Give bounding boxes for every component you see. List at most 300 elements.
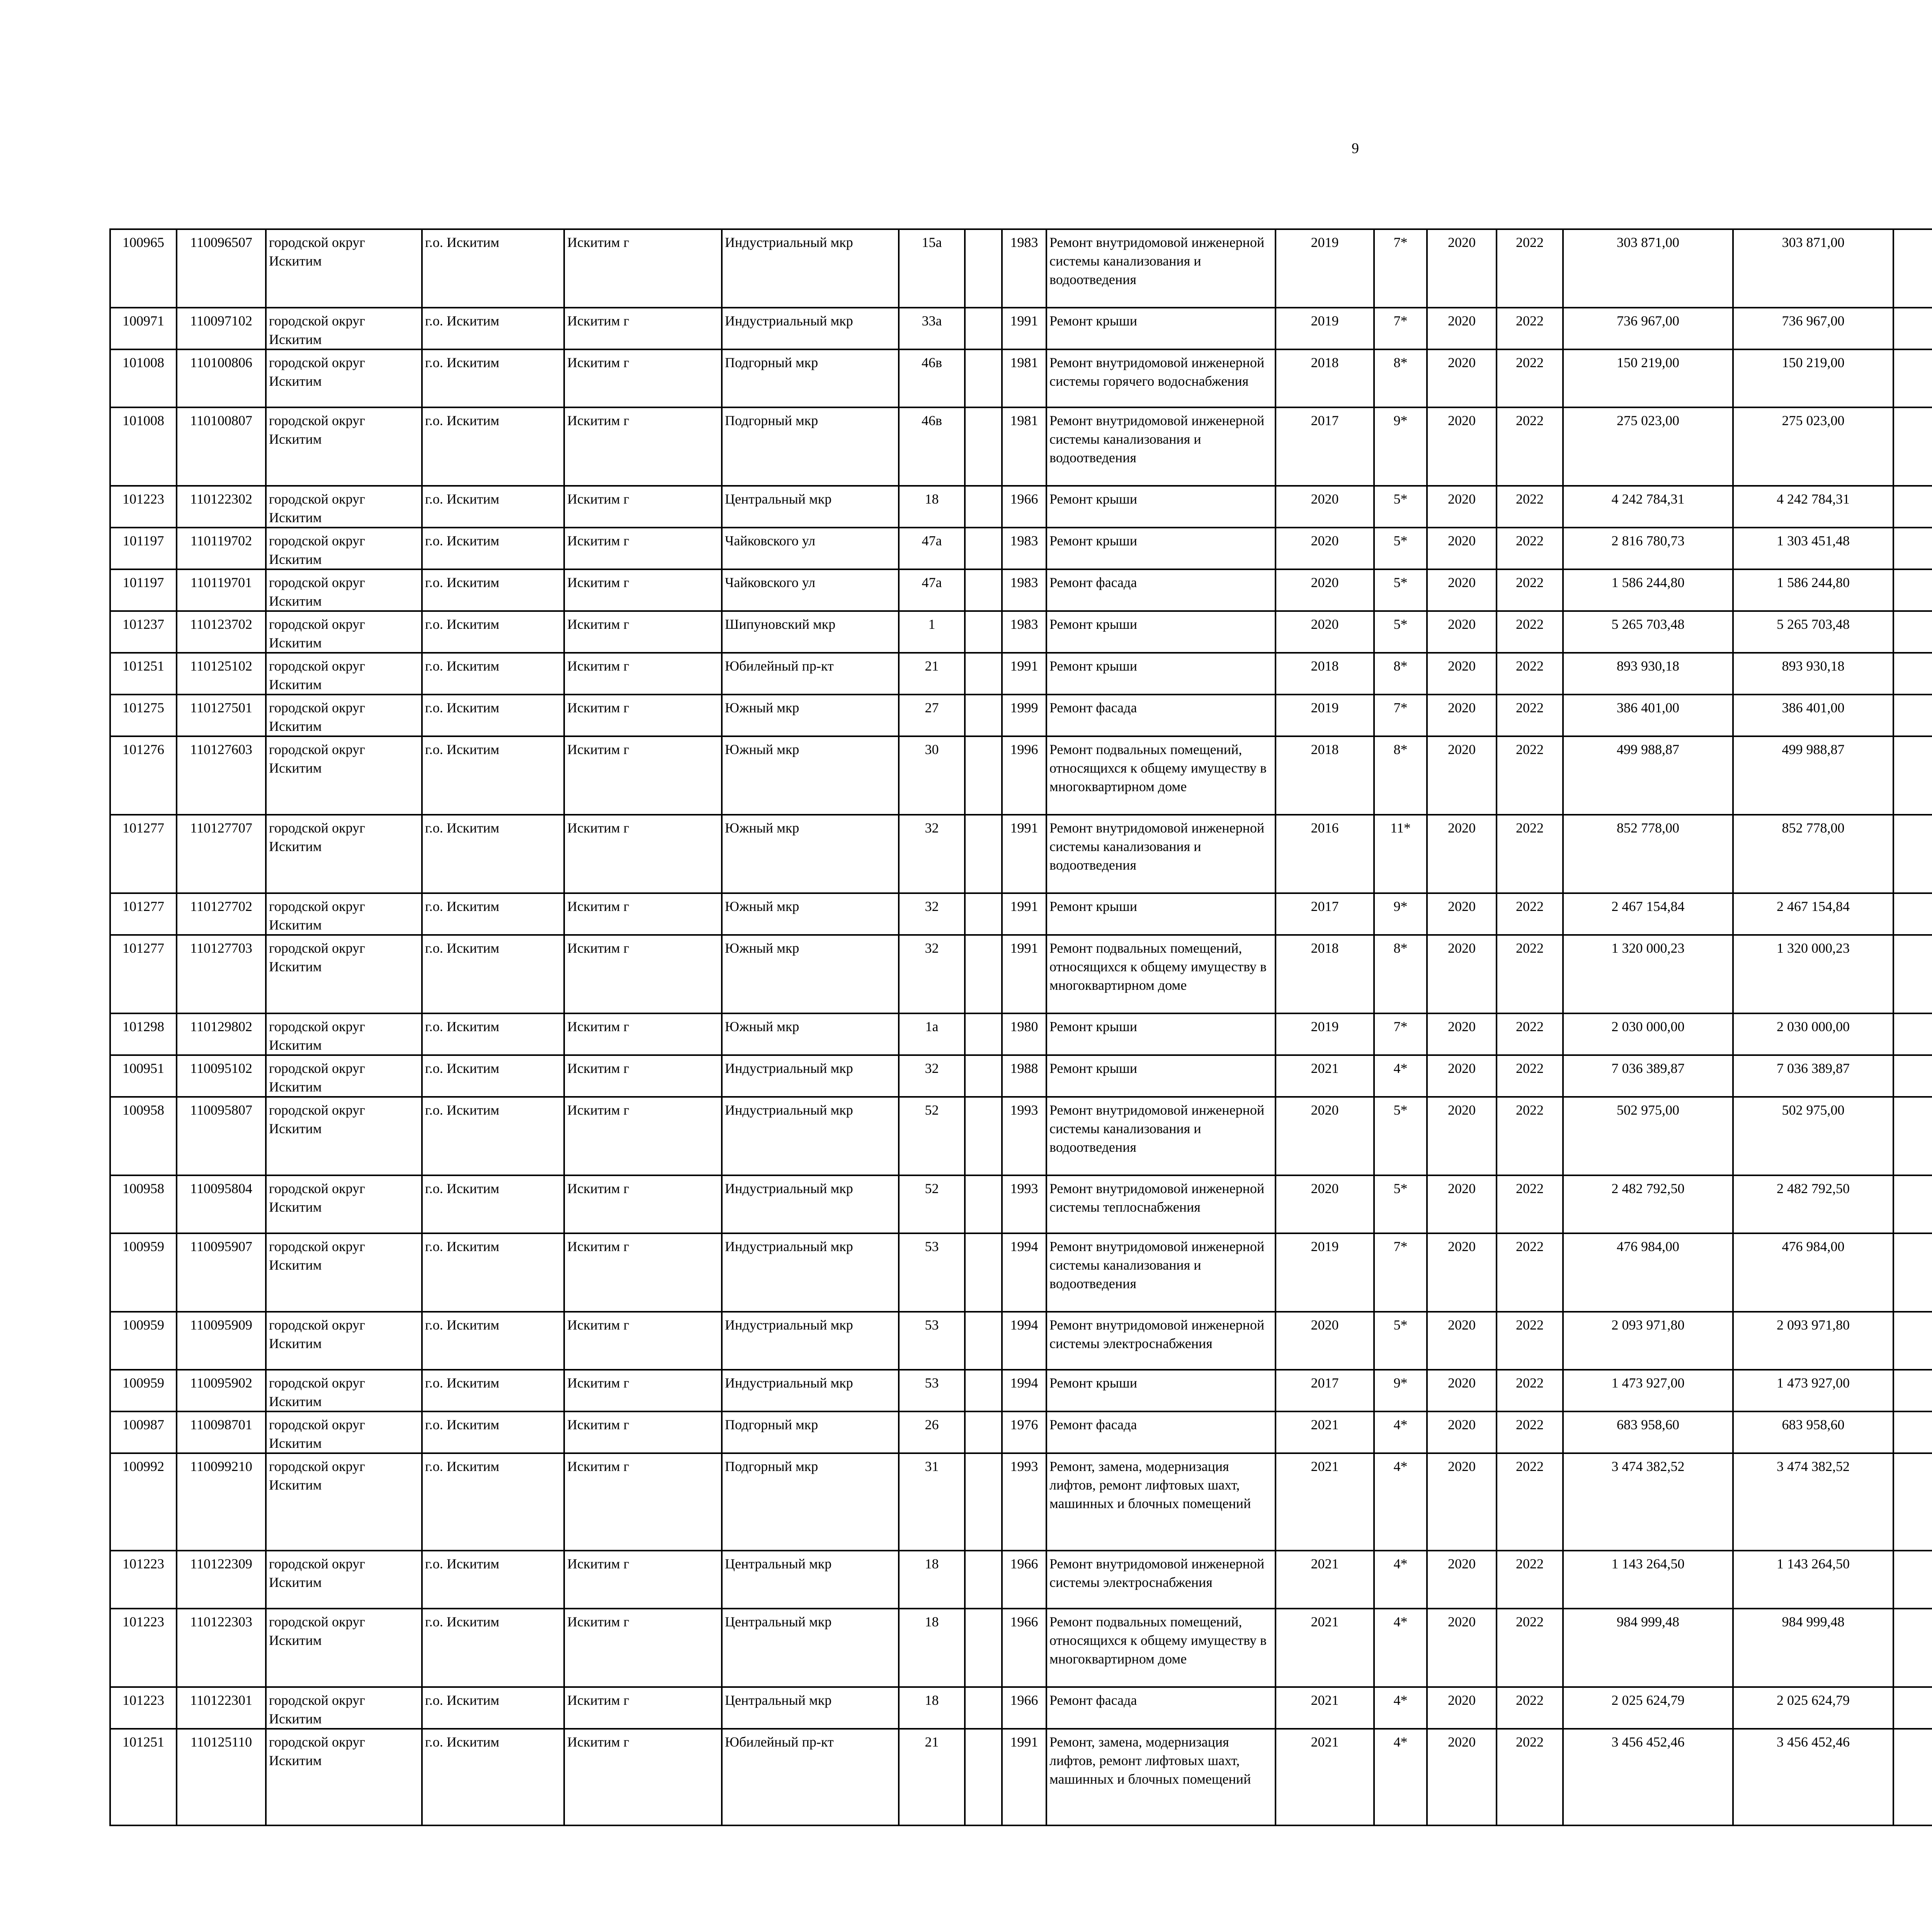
cell-total-cost: 5 265 703,48 [1563,611,1733,653]
cell-plan-year: 2019 [1276,229,1374,308]
cell-note: 4* [1374,1687,1427,1729]
cell-locality: Искитим г [564,1312,722,1370]
cell-cost-owners: 893 930,18 [1733,653,1893,695]
cell-record-id: 101277 [110,893,177,935]
cell-plan-year: 2021 [1276,1729,1374,1825]
table-row [110,569,1932,611]
cell-locality: Искитим г [564,736,722,815]
cell-work-code: 110100806 [177,349,266,407]
cell-work-code: 110119702 [177,528,266,569]
cell-extra [965,1729,1002,1825]
cell-house-number: 15а [899,229,965,308]
cell-period-start: 2020 [1427,1609,1497,1687]
cell-plan-year: 2017 [1276,893,1374,935]
cell-total-cost: 4 242 784,31 [1563,486,1733,528]
cell-settlement-short: г.о. Искитим [422,1453,564,1551]
cell-work-code: 110122309 [177,1551,266,1609]
cell-total-cost: 736 967,00 [1563,308,1733,349]
cell-extra [965,1013,1002,1055]
cell-note: 4* [1374,1411,1427,1453]
cell-plan-year: 2021 [1276,1551,1374,1609]
cell-work-code: 110129802 [177,1013,266,1055]
cell-extra [965,1312,1002,1370]
cell-locality: Искитим г [564,1097,722,1175]
cell-locality: Искитим г [564,1370,722,1411]
table-row [110,1687,1932,1729]
cell-cost-federal [1893,1097,1932,1175]
cell-street: Чайковского ул [722,528,899,569]
cell-municipality: городской округ Искитим [266,407,422,486]
table-row [110,1729,1932,1825]
cell-record-id: 101277 [110,935,177,1013]
cell-total-cost: 275 023,00 [1563,407,1733,486]
cell-period-end: 2022 [1497,486,1563,528]
cell-period-start: 2020 [1427,1097,1497,1175]
cell-municipality: городской округ Искитим [266,1055,422,1097]
table-row [110,528,1932,569]
cell-street: Индустриальный мкр [722,1055,899,1097]
cell-work-code: 110127702 [177,893,266,935]
cell-period-start: 2020 [1427,1175,1497,1233]
register-table-body [110,229,1932,1825]
cell-period-end: 2022 [1497,1687,1563,1729]
cell-build-year: 1993 [1002,1453,1046,1551]
cell-extra [965,1453,1002,1551]
cell-record-id: 101008 [110,407,177,486]
cell-house-number: 52 [899,1097,965,1175]
cell-house-number: 53 [899,1312,965,1370]
cell-municipality: городской округ Искитим [266,349,422,407]
cell-record-id: 100971 [110,308,177,349]
cell-locality: Искитим г [564,569,722,611]
cell-cost-owners: 2 093 971,80 [1733,1312,1893,1370]
cell-build-year: 1981 [1002,349,1046,407]
cell-settlement-short: г.о. Искитим [422,893,564,935]
cell-total-cost: 386 401,00 [1563,695,1733,736]
cell-record-id: 100959 [110,1370,177,1411]
cell-locality: Искитим г [564,229,722,308]
cell-work-type: Ремонт крыши [1046,1370,1276,1411]
cell-period-start: 2020 [1427,407,1497,486]
cell-extra [965,528,1002,569]
cell-extra [965,1370,1002,1411]
cell-work-type: Ремонт внутридомовой инженерной системы горячего водоснабжения [1046,349,1276,407]
table-row [110,695,1932,736]
cell-period-start: 2020 [1427,653,1497,695]
cell-house-number: 46в [899,349,965,407]
cell-locality: Искитим г [564,935,722,1013]
cell-period-end: 2022 [1497,349,1563,407]
cell-street: Индустриальный мкр [722,229,899,308]
cell-street: Индустриальный мкр [722,1233,899,1312]
cell-locality: Искитим г [564,1233,722,1312]
cell-extra [965,1687,1002,1729]
cell-record-id: 101277 [110,815,177,893]
cell-note: 4* [1374,1453,1427,1551]
cell-build-year: 1994 [1002,1370,1046,1411]
cell-build-year: 1976 [1002,1411,1046,1453]
cell-cost-owners: 1 473 927,00 [1733,1370,1893,1411]
cell-period-start: 2020 [1427,736,1497,815]
cell-cost-owners: 1 303 451,48 [1733,528,1893,569]
cell-plan-year: 2019 [1276,1013,1374,1055]
cell-record-id: 101275 [110,695,177,736]
cell-locality: Искитим г [564,611,722,653]
cell-build-year: 1993 [1002,1175,1046,1233]
cell-settlement-short: г.о. Искитим [422,1055,564,1097]
cell-municipality: городской округ Искитим [266,611,422,653]
cell-note: 7* [1374,229,1427,308]
cell-period-start: 2020 [1427,486,1497,528]
table-row [110,653,1932,695]
cell-period-start: 2020 [1427,1453,1497,1551]
cell-settlement-short: г.о. Искитим [422,1312,564,1370]
cell-plan-year: 2020 [1276,486,1374,528]
table-row [110,893,1932,935]
cell-house-number: 32 [899,1055,965,1097]
cell-municipality: городской округ Искитим [266,736,422,815]
cell-total-cost: 852 778,00 [1563,815,1733,893]
cell-house-number: 53 [899,1233,965,1312]
cell-plan-year: 2019 [1276,308,1374,349]
cell-record-id: 100959 [110,1312,177,1370]
cell-record-id: 101276 [110,736,177,815]
cell-plan-year: 2018 [1276,653,1374,695]
cell-street: Подгорный мкр [722,407,899,486]
table-row [110,1551,1932,1609]
cell-cost-federal [1893,407,1932,486]
cell-work-type: Ремонт крыши [1046,653,1276,695]
cell-record-id: 100992 [110,1453,177,1551]
cell-build-year: 1966 [1002,486,1046,528]
cell-total-cost: 150 219,00 [1563,349,1733,407]
cell-period-start: 2020 [1427,935,1497,1013]
table-row [110,407,1932,486]
cell-period-end: 2022 [1497,1097,1563,1175]
cell-locality: Искитим г [564,893,722,935]
cell-build-year: 1991 [1002,653,1046,695]
cell-work-type: Ремонт подвальных помещений, относящихся к общему имуществу в многоквартирном доме [1046,736,1276,815]
cell-record-id: 100965 [110,229,177,308]
cell-plan-year: 2019 [1276,1233,1374,1312]
cell-record-id: 101223 [110,486,177,528]
cell-municipality: городской округ Искитим [266,1013,422,1055]
cell-extra [965,569,1002,611]
cell-extra [965,1233,1002,1312]
cell-extra [965,1097,1002,1175]
cell-locality: Искитим г [564,1453,722,1551]
cell-record-id: 101251 [110,1729,177,1825]
cell-street: Юбилейный пр-кт [722,653,899,695]
table-row [110,1312,1932,1370]
table-row [110,1097,1932,1175]
cell-total-cost: 1 473 927,00 [1563,1370,1733,1411]
cell-period-start: 2020 [1427,695,1497,736]
cell-record-id: 100958 [110,1097,177,1175]
cell-house-number: 33а [899,308,965,349]
cell-note: 4* [1374,1055,1427,1097]
cell-build-year: 1999 [1002,695,1046,736]
cell-house-number: 21 [899,1729,965,1825]
cell-extra [965,695,1002,736]
cell-build-year: 1983 [1002,528,1046,569]
cell-municipality: городской округ Искитим [266,695,422,736]
cell-period-end: 2022 [1497,695,1563,736]
cell-note: 9* [1374,893,1427,935]
cell-plan-year: 2020 [1276,1097,1374,1175]
cell-build-year: 1980 [1002,1013,1046,1055]
cell-extra [965,893,1002,935]
cell-work-code: 110095804 [177,1175,266,1233]
cell-period-start: 2020 [1427,1055,1497,1097]
cell-municipality: городской округ Искитим [266,1233,422,1312]
cell-build-year: 1993 [1002,1097,1046,1175]
table-row [110,349,1932,407]
cell-plan-year: 2017 [1276,1370,1374,1411]
cell-house-number: 30 [899,736,965,815]
cell-total-cost: 2 816 780,73 [1563,528,1733,569]
cell-locality: Искитим г [564,815,722,893]
cell-cost-owners: 150 219,00 [1733,349,1893,407]
cell-period-start: 2020 [1427,308,1497,349]
cell-note: 5* [1374,528,1427,569]
cell-cost-federal [1893,736,1932,815]
cell-total-cost: 1 320 000,23 [1563,935,1733,1013]
cell-street: Шипуновский мкр [722,611,899,653]
cell-period-end: 2022 [1497,1453,1563,1551]
cell-note: 11* [1374,815,1427,893]
cell-municipality: городской округ Искитим [266,229,422,308]
cell-extra [965,486,1002,528]
cell-municipality: городской округ Искитим [266,528,422,569]
cell-total-cost: 502 975,00 [1563,1097,1733,1175]
cell-cost-owners: 499 988,87 [1733,736,1893,815]
table-row [110,1233,1932,1312]
cell-record-id: 101298 [110,1013,177,1055]
cell-plan-year: 2018 [1276,349,1374,407]
cell-locality: Искитим г [564,407,722,486]
cell-build-year: 1983 [1002,229,1046,308]
cell-house-number: 46в [899,407,965,486]
cell-work-type: Ремонт внутридомовой инженерной системы канализования и водоотведения [1046,815,1276,893]
cell-work-code: 110095907 [177,1233,266,1312]
cell-cost-owners: 4 242 784,31 [1733,486,1893,528]
cell-work-code: 110127703 [177,935,266,1013]
cell-work-type: Ремонт внутридомовой инженерной системы теплоснабжения [1046,1175,1276,1233]
cell-record-id: 100958 [110,1175,177,1233]
cell-settlement-short: г.о. Искитим [422,1370,564,1411]
cell-period-start: 2020 [1427,528,1497,569]
cell-period-end: 2022 [1497,569,1563,611]
cell-house-number: 18 [899,1609,965,1687]
table-row [110,1175,1932,1233]
cell-record-id: 101197 [110,528,177,569]
cell-work-code: 110098701 [177,1411,266,1453]
cell-work-type: Ремонт подвальных помещений, относящихся к общему имуществу в многоквартирном доме [1046,935,1276,1013]
cell-period-start: 2020 [1427,611,1497,653]
cell-street: Южный мкр [722,736,899,815]
cell-work-code: 110123702 [177,611,266,653]
cell-work-type: Ремонт фасада [1046,1687,1276,1729]
cell-total-cost: 2 467 154,84 [1563,893,1733,935]
cell-period-start: 2020 [1427,349,1497,407]
cell-build-year: 1991 [1002,893,1046,935]
cell-work-type: Ремонт, замена, модернизация лифтов, ремонт лифтовых шахт, машинных и блочных помещений [1046,1729,1276,1825]
cell-street: Подгорный мкр [722,349,899,407]
cell-period-start: 2020 [1427,1013,1497,1055]
cell-record-id: 100959 [110,1233,177,1312]
cell-street: Южный мкр [722,1013,899,1055]
cell-extra [965,349,1002,407]
cell-record-id: 101197 [110,569,177,611]
cell-cost-federal [1893,1729,1932,1825]
cell-extra [965,1551,1002,1609]
cell-record-id: 101008 [110,349,177,407]
cell-build-year: 1988 [1002,1055,1046,1097]
cell-record-id: 101223 [110,1609,177,1687]
cell-work-type: Ремонт крыши [1046,528,1276,569]
table-row [110,935,1932,1013]
cell-locality: Искитим г [564,1055,722,1097]
cell-plan-year: 2017 [1276,407,1374,486]
cell-cost-federal [1893,1551,1932,1609]
cell-cost-federal [1893,1233,1932,1312]
cell-total-cost: 3 474 382,52 [1563,1453,1733,1551]
cell-settlement-short: г.о. Искитим [422,695,564,736]
cell-cost-owners: 5 265 703,48 [1733,611,1893,653]
cell-street: Южный мкр [722,935,899,1013]
cell-street: Центральный мкр [722,1551,899,1609]
cell-municipality: городской округ Искитим [266,569,422,611]
table-row [110,736,1932,815]
cell-street: Индустриальный мкр [722,1370,899,1411]
cell-plan-year: 2021 [1276,1609,1374,1687]
cell-street: Индустриальный мкр [722,308,899,349]
cell-extra [965,407,1002,486]
cell-street: Южный мкр [722,893,899,935]
cell-cost-owners: 303 871,00 [1733,229,1893,308]
cell-work-type: Ремонт фасада [1046,1411,1276,1453]
cell-cost-owners: 1 586 244,80 [1733,569,1893,611]
cell-house-number: 32 [899,893,965,935]
cell-note: 4* [1374,1609,1427,1687]
cell-street: Индустриальный мкр [722,1312,899,1370]
cell-house-number: 47а [899,528,965,569]
cell-period-start: 2020 [1427,569,1497,611]
cell-total-cost: 893 930,18 [1563,653,1733,695]
cell-municipality: городской округ Искитим [266,1551,422,1609]
cell-work-code: 110122301 [177,1687,266,1729]
cell-cost-federal [1893,815,1932,893]
cell-period-end: 2022 [1497,1175,1563,1233]
cell-period-end: 2022 [1497,407,1563,486]
cell-extra [965,1175,1002,1233]
cell-plan-year: 2018 [1276,736,1374,815]
register-table [109,228,1932,1826]
cell-work-type: Ремонт внутридомовой инженерной системы канализования и водоотведения [1046,1233,1276,1312]
cell-plan-year: 2021 [1276,1453,1374,1551]
cell-build-year: 1996 [1002,736,1046,815]
cell-street: Индустриальный мкр [722,1097,899,1175]
cell-extra [965,653,1002,695]
cell-cost-federal [1893,653,1932,695]
cell-build-year: 1983 [1002,611,1046,653]
cell-work-code: 110125110 [177,1729,266,1825]
cell-plan-year: 2021 [1276,1055,1374,1097]
cell-municipality: городской округ Искитим [266,1687,422,1729]
cell-note: 5* [1374,486,1427,528]
cell-settlement-short: г.о. Искитим [422,486,564,528]
cell-cost-owners: 2 030 000,00 [1733,1013,1893,1055]
cell-work-code: 110095807 [177,1097,266,1175]
cell-record-id: 101237 [110,611,177,653]
cell-locality: Искитим г [564,1013,722,1055]
cell-period-start: 2020 [1427,815,1497,893]
cell-house-number: 26 [899,1411,965,1453]
cell-plan-year: 2020 [1276,569,1374,611]
cell-build-year: 1991 [1002,308,1046,349]
cell-note: 9* [1374,407,1427,486]
cell-settlement-short: г.о. Искитим [422,229,564,308]
cell-settlement-short: г.о. Искитим [422,736,564,815]
cell-plan-year: 2018 [1276,935,1374,1013]
cell-note: 5* [1374,1312,1427,1370]
cell-cost-federal [1893,611,1932,653]
cell-house-number: 27 [899,695,965,736]
cell-work-type: Ремонт крыши [1046,486,1276,528]
cell-locality: Искитим г [564,1729,722,1825]
cell-locality: Искитим г [564,528,722,569]
cell-work-code: 110095102 [177,1055,266,1097]
cell-settlement-short: г.о. Искитим [422,1233,564,1312]
cell-work-type: Ремонт, замена, модернизация лифтов, ремонт лифтовых шахт, машинных и блочных помещений [1046,1453,1276,1551]
cell-settlement-short: г.о. Искитим [422,1687,564,1729]
cell-cost-federal [1893,893,1932,935]
cell-street: Центральный мкр [722,1609,899,1687]
cell-cost-federal [1893,1055,1932,1097]
cell-house-number: 18 [899,1687,965,1729]
cell-locality: Искитим г [564,1551,722,1609]
cell-street: Центральный мкр [722,1687,899,1729]
cell-cost-owners: 852 778,00 [1733,815,1893,893]
cell-note: 7* [1374,695,1427,736]
cell-period-end: 2022 [1497,935,1563,1013]
cell-work-code: 110095902 [177,1370,266,1411]
cell-work-code: 110127501 [177,695,266,736]
cell-locality: Искитим г [564,695,722,736]
cell-work-code: 110095909 [177,1312,266,1370]
cell-note: 9* [1374,1370,1427,1411]
cell-total-cost: 1 143 264,50 [1563,1551,1733,1609]
cell-total-cost: 499 988,87 [1563,736,1733,815]
cell-settlement-short: г.о. Искитим [422,1609,564,1687]
cell-cost-owners: 2 467 154,84 [1733,893,1893,935]
cell-total-cost: 984 999,48 [1563,1609,1733,1687]
cell-total-cost: 7 036 389,87 [1563,1055,1733,1097]
cell-period-start: 2020 [1427,1411,1497,1453]
table-row [110,1411,1932,1453]
cell-build-year: 1994 [1002,1233,1046,1312]
cell-cost-federal [1893,1013,1932,1055]
cell-locality: Искитим г [564,1687,722,1729]
table-row [110,486,1932,528]
cell-locality: Искитим г [564,1411,722,1453]
cell-cost-owners: 502 975,00 [1733,1097,1893,1175]
cell-note: 4* [1374,1729,1427,1825]
cell-settlement-short: г.о. Искитим [422,1013,564,1055]
cell-cost-federal [1893,935,1932,1013]
cell-extra [965,1609,1002,1687]
